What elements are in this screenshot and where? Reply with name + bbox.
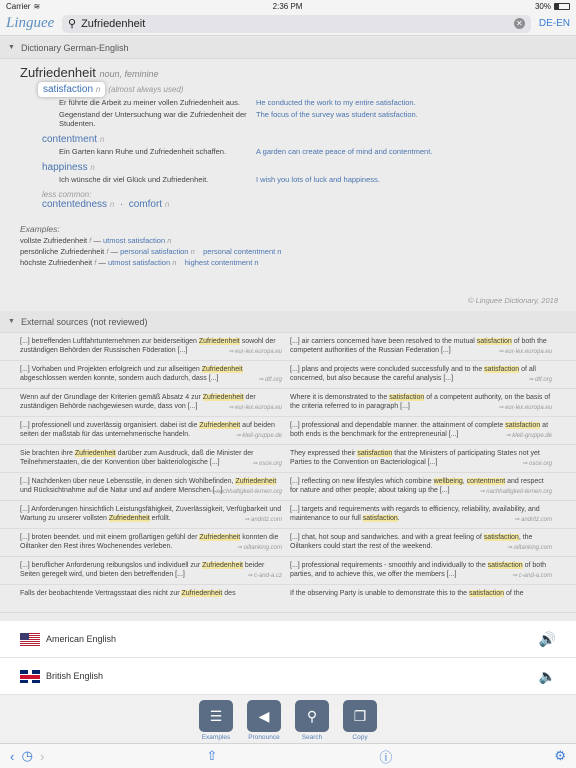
voice-british-english[interactable]	[0, 658, 576, 695]
phrase-en[interactable]: utmost satisfaction	[103, 236, 166, 245]
source-domain[interactable]: ⇒ osce.org	[522, 461, 552, 467]
language-toggle-button[interactable]: DE-EN	[538, 18, 570, 29]
examples-label: Examples:	[20, 224, 60, 234]
external-source-en	[290, 337, 556, 357]
share-icon[interactable]: ⇧	[206, 748, 218, 763]
translation-happiness[interactable]	[42, 162, 556, 173]
source-domain[interactable]: ⇒ nachhaltigkeit-lernen.org	[479, 489, 552, 495]
source-text: Where it is demonstrated to the satisfaction of a competent authority, on the basis of the criteria referred to in paragraph [...]	[290, 394, 551, 410]
source-domain[interactable]: ⇒ andritz.com	[244, 517, 282, 523]
battery-percent: 30%	[534, 1, 551, 11]
external-source-row[interactable]	[0, 445, 576, 473]
example-de: Ein Garten kann Ruhe und Zufriedenheit schaffen.	[59, 147, 227, 156]
source-domain[interactable]: ⇒ c-and-a.com	[511, 573, 552, 579]
search-bar	[0, 12, 576, 36]
copy-icon[interactable]: ❐	[343, 700, 377, 732]
external-source-de	[20, 589, 286, 609]
voice-selection-panel	[0, 621, 576, 695]
phrase-de: persönliche Zufriedenheit	[20, 247, 105, 256]
source-domain[interactable]: ⇒ oiltanking.com	[236, 545, 282, 551]
battery-icon	[554, 3, 570, 10]
us-flag-icon	[20, 633, 40, 646]
example-row	[59, 147, 556, 156]
source-domain[interactable]: ⇒ eur-lex.europa.eu	[498, 349, 552, 355]
headword	[20, 65, 556, 80]
less-common-pos: n	[164, 200, 170, 209]
source-domain[interactable]: ⇒ osce.org	[252, 461, 282, 467]
uk-flag-icon	[20, 670, 40, 683]
example-row	[59, 110, 556, 128]
external-source-de	[20, 365, 286, 385]
source-text: Wenn auf der Grundlage der Kriterien gemäß Absatz 4 zur Zufriedenheit der zuständigen Behörde nachgewiesen wurde, dass von [...]	[20, 394, 256, 410]
source-text: [...] professionell und zuverlässig organisiert. dabei ist die Zufriedenheit auf beiden seiten der maßstab für das unternehmerische handeln.	[20, 422, 275, 438]
source-domain[interactable]: ⇒ nachhaltigkeit-lernen.org	[209, 489, 282, 495]
example-phrase	[20, 236, 556, 245]
source-text: [...] air carriers concerned have been resolved to the mutual satisfaction of both the competent authorities of the Russian Federation [...]	[290, 338, 547, 354]
clear-icon[interactable]: ✕	[514, 18, 525, 29]
phrase-pos: n	[190, 247, 195, 256]
external-source-de	[20, 477, 286, 497]
voice-label: British English	[46, 671, 104, 681]
settings-gear-icon[interactable]: ⚙	[554, 748, 566, 763]
wifi-icon: ≋	[33, 1, 41, 11]
example-en: A garden can create peace of mind and contentment.	[256, 147, 433, 156]
source-domain[interactable]: ⇒ andritz.com	[514, 517, 552, 523]
translation-word: contentment	[42, 134, 98, 145]
phrase-dash: —	[98, 258, 106, 267]
less-common-word[interactable]: comfort	[128, 199, 163, 210]
collapse-triangle-icon: ▼	[8, 44, 15, 51]
headword-pos: noun, feminine	[99, 69, 159, 79]
phrase-en[interactable]: personal satisfaction	[120, 247, 189, 256]
action-label: Pronounce	[248, 734, 280, 741]
external-source-en	[290, 393, 556, 413]
translation-pos: n	[99, 135, 105, 144]
headword-text: Zufriedenheit	[20, 65, 96, 80]
source-text: [...] betreffenden Luftfahrtunternehmen zur beiderseitigen Zufriedenheit sowohl der zuständigen Behörden der Russischen Föderation [...]	[20, 338, 276, 354]
source-text: They expressed their satisfaction that the Ministers of participating States not yet Parties to the Convention on Bacteriological [...]	[290, 450, 540, 466]
source-domain[interactable]: ⇒ eur-lex.europa.eu	[228, 349, 282, 355]
dictionary-entry	[0, 59, 576, 311]
source-text: [...] reflecting on new lifestyles which combine wellbeing, contentment and respect for nature and other people; about taking up the [...]	[290, 478, 544, 494]
translation-word: happiness	[42, 162, 88, 173]
external-source-row[interactable]	[0, 501, 576, 529]
speaker-muted-icon[interactable]: 🔈	[538, 667, 556, 684]
status-right	[535, 2, 570, 11]
search-input[interactable]	[81, 18, 509, 30]
external-source-en	[290, 365, 556, 385]
source-domain[interactable]: ⇒ eur-lex.europa.eu	[228, 405, 282, 411]
forward-icon[interactable]: ›	[40, 748, 45, 764]
source-domain[interactable]: ⇒ dtf.org	[258, 377, 282, 383]
source-domain[interactable]: ⇒ dtf.org	[528, 377, 552, 383]
external-source-de	[20, 449, 286, 469]
phrase-gender: f	[89, 236, 92, 245]
list-icon[interactable]: ☰	[199, 700, 233, 732]
external-source-row[interactable]	[0, 361, 576, 389]
phrase-de: vollste Zufriedenheit	[20, 236, 88, 245]
source-domain[interactable]: ⇒ eur-lex.europa.eu	[498, 405, 552, 411]
dictionary-section-header[interactable]	[0, 37, 576, 59]
action-label: Examples	[201, 734, 231, 741]
voice-american-english[interactable]	[0, 621, 576, 658]
external-source-row[interactable]	[0, 333, 576, 361]
source-text: [...] professional and dependable manner. the attainment of complete satisfaction at both ends is the benchmark for the entrepreneurial [...]	[290, 422, 549, 438]
external-source-de	[20, 393, 286, 413]
source-text: [...] chat, hot soup and sandwiches. and with a great feeling of satisfaction, the Oiltankers could start the rest of the weekend.	[290, 534, 533, 550]
source-domain[interactable]: ⇒ kleit-gruppe.de	[505, 433, 552, 439]
less-common-label: less common:	[42, 190, 92, 199]
action-label: Copy	[352, 734, 368, 741]
external-source-row[interactable]	[0, 529, 576, 557]
example-en: He conducted the work to my entire satisfaction.	[256, 98, 416, 107]
external-source-row[interactable]	[0, 417, 576, 445]
search-action[interactable]	[295, 700, 329, 743]
examples-action[interactable]	[199, 700, 233, 743]
pronounce-action[interactable]	[247, 700, 281, 743]
phrase-gender: f	[94, 258, 97, 267]
external-source-de	[20, 505, 286, 525]
example-row	[59, 98, 556, 107]
translation-pos: n	[90, 163, 95, 172]
collapse-triangle-icon: ▼	[8, 318, 15, 325]
speaker-active-icon[interactable]: 🔊	[538, 630, 556, 647]
copy-action[interactable]	[343, 700, 377, 743]
external-section-header[interactable]	[0, 311, 576, 333]
phrase-alt[interactable]: highest contentment n	[184, 258, 259, 267]
external-source-en	[290, 449, 556, 469]
example-phrase	[20, 247, 556, 256]
source-text: [...] targets and requirements with regards to efficiency, reliability, availability, and maintenance to our full satisfaction.	[290, 506, 540, 522]
carrier-label: Carrier	[6, 1, 31, 11]
bottom-toolbar	[0, 743, 576, 768]
status-time: 2:36 PM	[272, 1, 303, 11]
external-source-de	[20, 421, 286, 441]
speaker-icon[interactable]: ◀	[247, 700, 281, 732]
source-text: [...] Anforderungen hinsichtlich Leistungsfähigkeit, Zuverlässigkeit, Verfügbarkeit und Wartung zu unserer vollsten Zufriedenheit erfüllt.	[20, 506, 282, 522]
external-source-de	[20, 337, 286, 357]
source-domain[interactable]: ⇒ c-and-a.cz	[247, 573, 282, 579]
external-source-en	[290, 421, 556, 441]
status-left	[6, 2, 40, 11]
popup-word: satisfaction	[43, 84, 94, 95]
source-text: [...] beruflicher Anforderung reibungslos und individuell zur Zufriedenheit beider Seiten geregelt wird, und bieten den betreffenden [...]	[20, 562, 265, 578]
source-text: Sie brachten ihre Zufriedenheit darüber zum Ausdruck, daß die Minister der Teilnehmerstaaten, die der Konvention über bakteriologische [...]	[20, 450, 254, 466]
example-phrase	[20, 258, 556, 267]
action-bar	[0, 695, 576, 743]
external-source-row[interactable]	[0, 585, 576, 613]
example-row	[59, 175, 556, 184]
source-text: [...] broten beendet. und mit einem großartigen gefühl der Zufriedenheit konnten die Oiltanker den Rest ihres Wochenendes verleben.	[20, 534, 279, 550]
phrase-alt[interactable]: personal contentment n	[203, 247, 282, 256]
linguee-logo: Linguee	[6, 15, 55, 31]
source-domain[interactable]: ⇒ oiltanking.com	[506, 545, 552, 551]
voice-label: American English	[46, 634, 117, 644]
phrase-pos: n	[167, 236, 172, 245]
dictionary-header-label: Dictionary German-English	[20, 42, 129, 53]
phrase-dash: —	[110, 247, 118, 256]
phrase-gender: f	[106, 247, 109, 256]
phrase-pos: n	[172, 258, 177, 267]
example-en: I wish you lots of luck and happiness.	[256, 175, 380, 184]
phrase-en[interactable]: utmost satisfaction	[108, 258, 171, 267]
external-source-row[interactable]	[0, 389, 576, 417]
example-de: Gegenstand der Untersuchung war die Zufriedenheit der Studenten.	[59, 110, 247, 128]
status-bar	[0, 0, 576, 12]
info-icon[interactable]: ⓘ	[379, 749, 393, 765]
example-de: Er führte die Arbeit zu meiner vollen Zufriedenheit aus.	[59, 98, 240, 107]
source-domain[interactable]: ⇒ kleit-gruppe.de	[235, 433, 282, 439]
example-de: Ich wünsche dir viel Glück und Zufriedenheit.	[59, 175, 209, 184]
source-text: [...] Nachdenken über neue Lebensstile, in denen sich Wohlbefinden, Zufriedenheit und Rücksichtnahme auf die Natur und auf andere Menschen [...]	[20, 478, 277, 494]
search-box[interactable]	[62, 15, 531, 33]
external-source-de	[20, 533, 286, 553]
source-text: [...] plans and projects were concluded successfully and to the satisfaction of all concerned, but also because the careful analysis [...]	[290, 366, 536, 382]
action-label: Search	[301, 734, 323, 741]
example-en: The focus of the survey was student satisfaction.	[256, 110, 418, 119]
source-text: [...] professional requirements - smoothly and individually to the satisfaction of both parties, and to achieve this, we offer the members [...]	[290, 562, 547, 578]
less-common-words: contentedness n · comfort n	[42, 199, 170, 210]
source-text: Falls der beobachtende Vertragsstaat dies nicht zur Zufriedenheit des	[20, 590, 236, 597]
source-text: If the observing Party is unable to demonstrate this to the satisfaction of the	[290, 590, 524, 597]
translation-contentment[interactable]	[42, 134, 556, 145]
external-source-row[interactable]	[0, 557, 576, 585]
selected-translation-popup[interactable]	[38, 82, 105, 97]
external-source-en	[290, 477, 556, 497]
external-source-de	[20, 561, 286, 581]
source-text: [...] Vorhaben und Projekten erfolgreich und zur allseitigen Zufriedenheit abgeschlossen werden konnte, sondern auch dadurch, dass [...]	[20, 366, 243, 382]
history-icon[interactable]: ◷	[21, 748, 33, 763]
phrase-dash: —	[93, 236, 101, 245]
external-sources-list	[0, 333, 576, 613]
popup-pos: n	[95, 85, 101, 94]
external-source-en	[290, 589, 556, 609]
usage-note: (almost always used)	[108, 85, 184, 94]
external-source-en	[290, 505, 556, 525]
external-source-en	[290, 561, 556, 581]
search-icon[interactable]: ⚲	[295, 700, 329, 732]
external-source-en	[290, 533, 556, 553]
less-common-word[interactable]: contentedness	[42, 199, 108, 210]
search-icon: ⚲	[68, 18, 77, 30]
back-icon[interactable]: ‹	[10, 748, 15, 764]
less-common-pos: n	[109, 200, 115, 209]
copyright: © Linguee Dictionary, 2018	[467, 296, 558, 305]
main-content	[0, 37, 576, 621]
external-header-label: External sources (not reviewed)	[20, 316, 148, 327]
external-source-row[interactable]	[0, 473, 576, 501]
phrase-de: höchste Zufriedenheit	[20, 258, 93, 267]
